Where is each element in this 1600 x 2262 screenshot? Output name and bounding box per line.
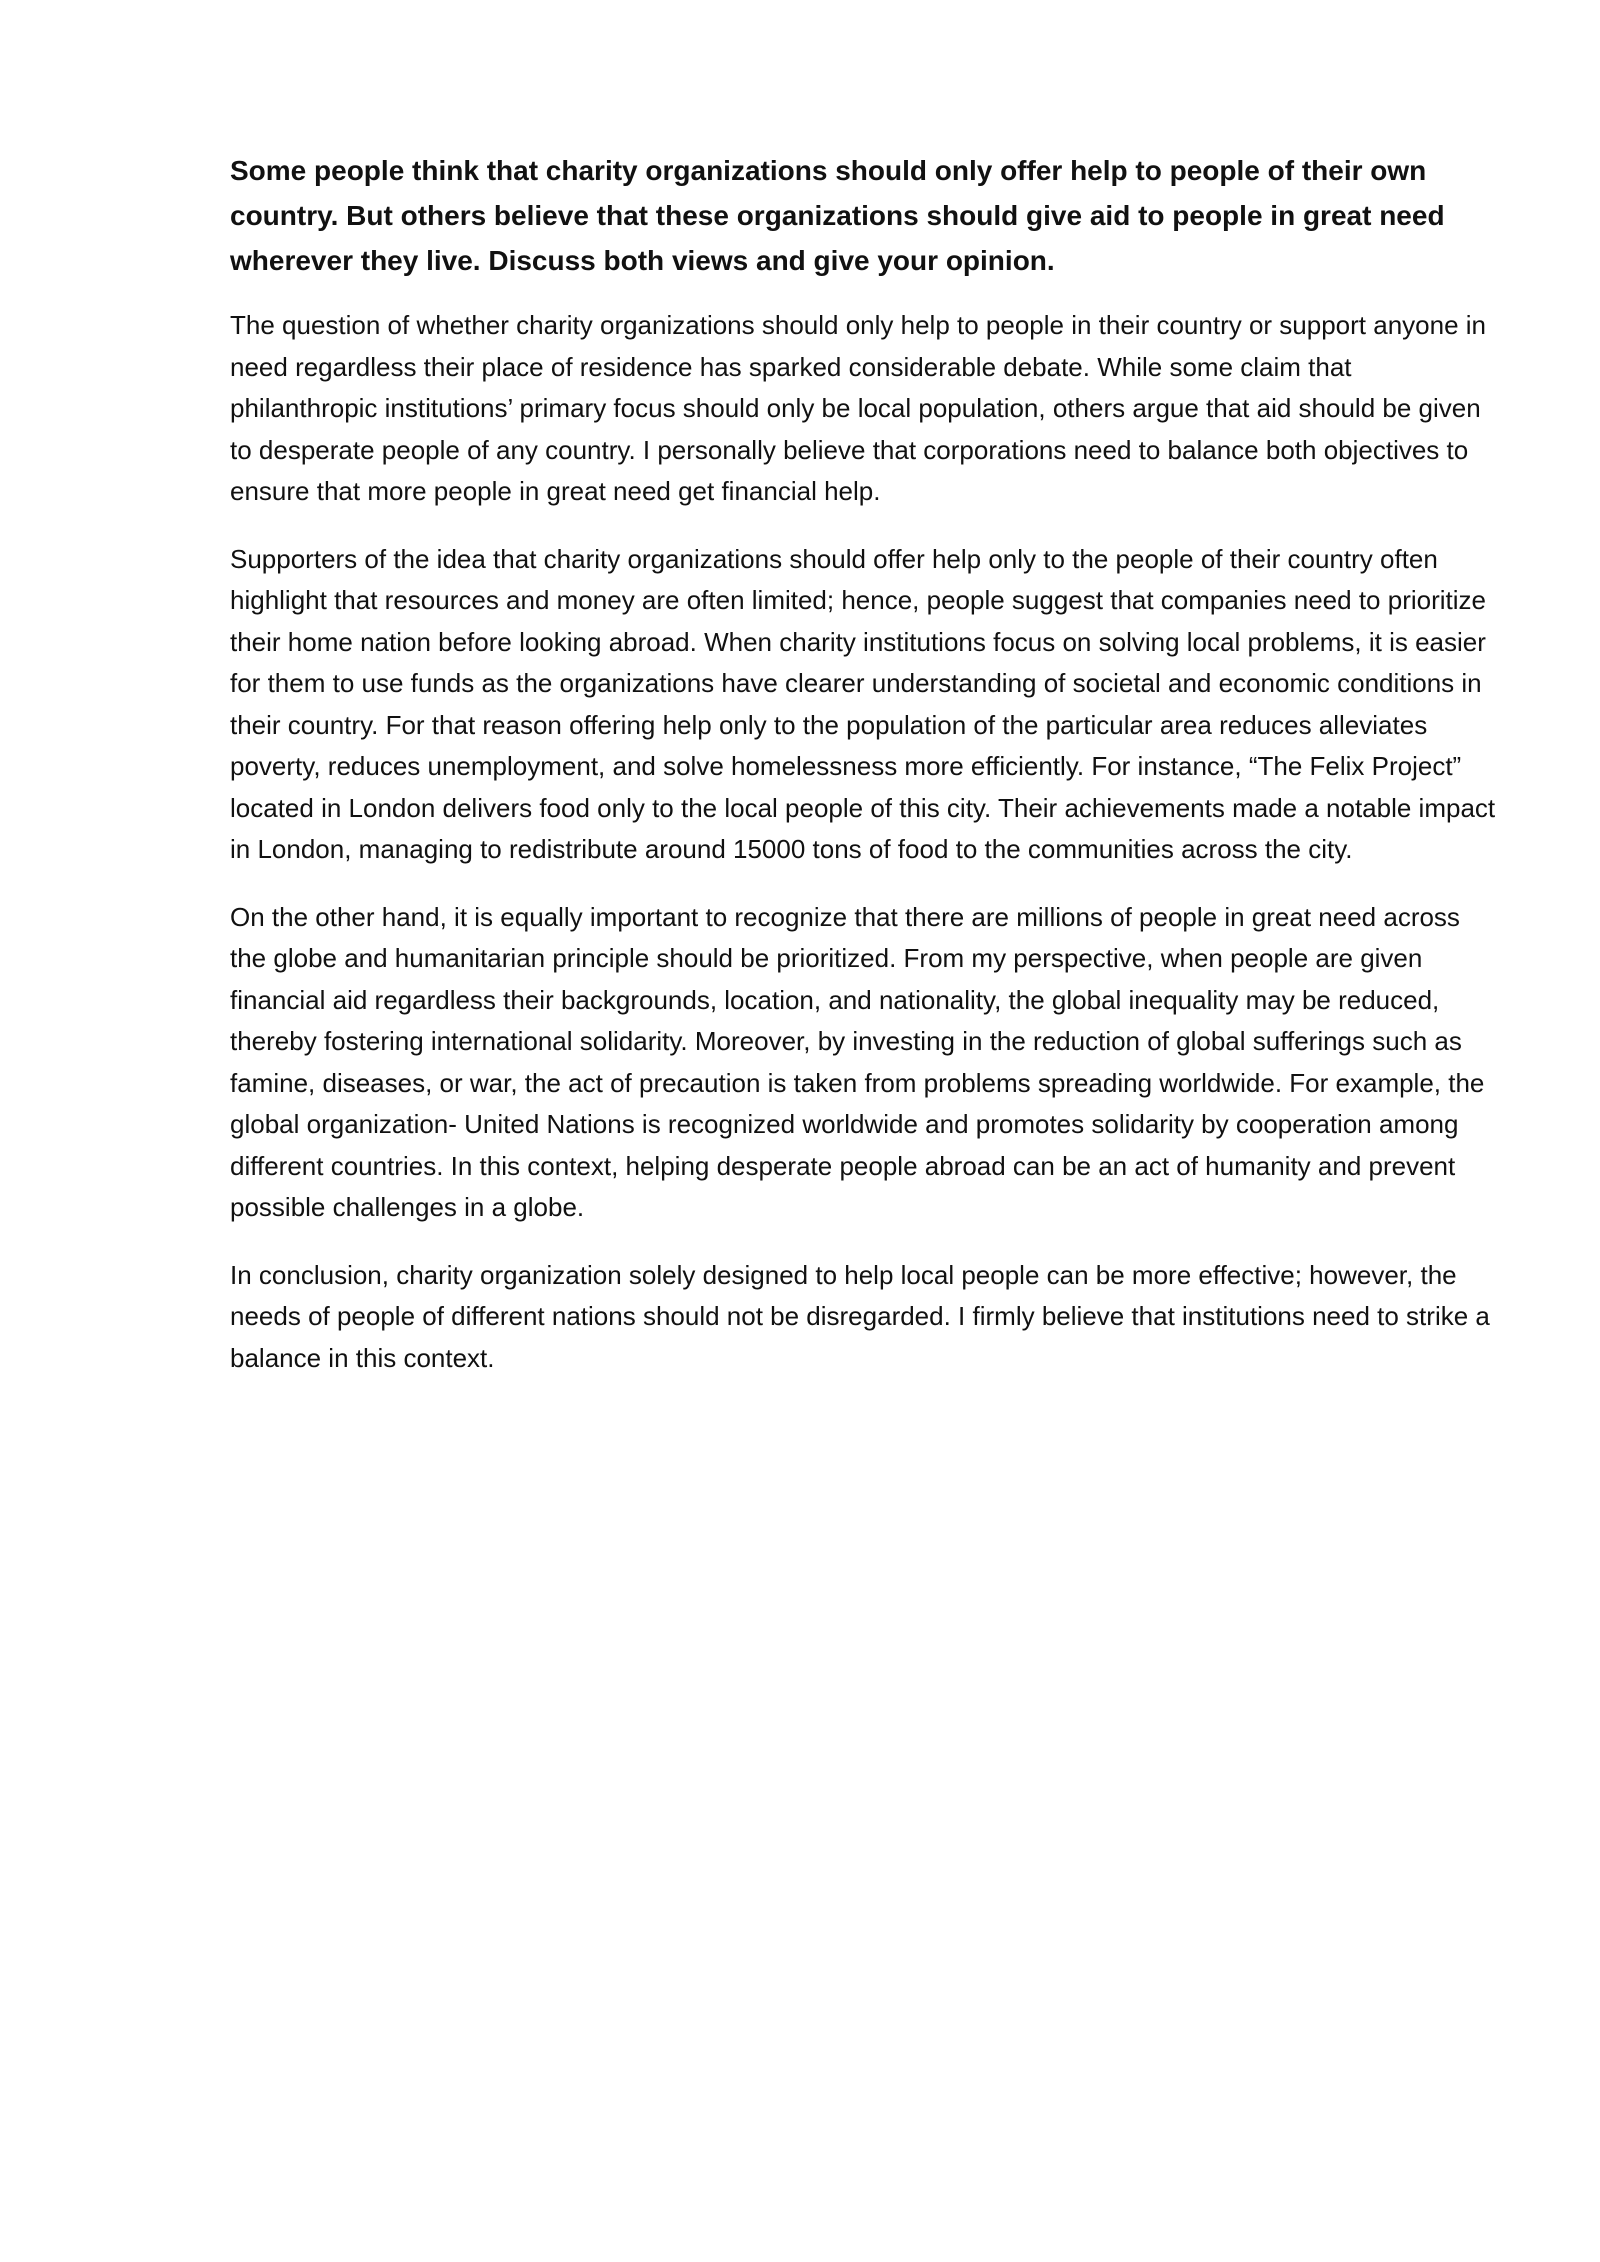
paragraph-introduction: The question of whether charity organizations should only help to people in their country or support anyone in need regardless their place of residence has sparked considerable debate. While some claim that philanthropic institutions’ primary focus should only be local population, others argue that aid should be given to desperate people of any country. I personally believe that corporations need to balance both objectives to ensure that more people in great need get financial help.	[230, 310, 1486, 506]
paragraph-body-local-aid: Supporters of the idea that charity organizations should offer help only to the people of their country often highlight that resources and money are often limited; hence, people suggest that companies need to prioritize their home nation before looking abroad. When charity institutions focus on solving local problems, it is easier for them to use funds as the organizations have clearer understanding of societal and economic conditions in their country. For that reason offering help only to the population of the particular area reduces alleviates poverty, reduces unemployment, and solve homelessness more efficiently. For instance, “The Felix Project” located in London delivers food only to the local people of this city. Their achievements made a notable impact in London, managing to redistribute around 15000 tons of food to the communities across the city.	[230, 543, 1496, 864]
paragraph-body-global-aid: On the other hand, it is equally important to recognize that there are millions of people in great need across the globe and humanitarian principle should be prioritized. From my perspective, when people are given financial aid regardless their backgrounds, location, and nationality, the global inequality may be reduced, thereby fostering international solidarity. Moreover, by investing in the reduction of global sufferings such as famine, diseases, or war, the act of precaution is taken from problems spreading worldwide. For example, the global organization- United Nations is recognized worldwide and promotes solidarity by cooperation among different countries. In this context, helping desperate people abroad can be an act of humanity and prevent possible challenges in a globe.	[230, 901, 1485, 1222]
essay-prompt: Some people think that charity organizations should only offer help to people of their own country. But others believe that these organizations should give aid to people in great need wherever they live. Discuss both views and give your opinion.	[230, 155, 1445, 276]
paragraph-conclusion: In conclusion, charity organization solely designed to help local people can be more effective; however, the needs of people of different nations should not be disregarded. I firmly believe that institutions need to strike a balance in this context.	[230, 1259, 1490, 1373]
document-page	[230, 148, 1500, 1379]
